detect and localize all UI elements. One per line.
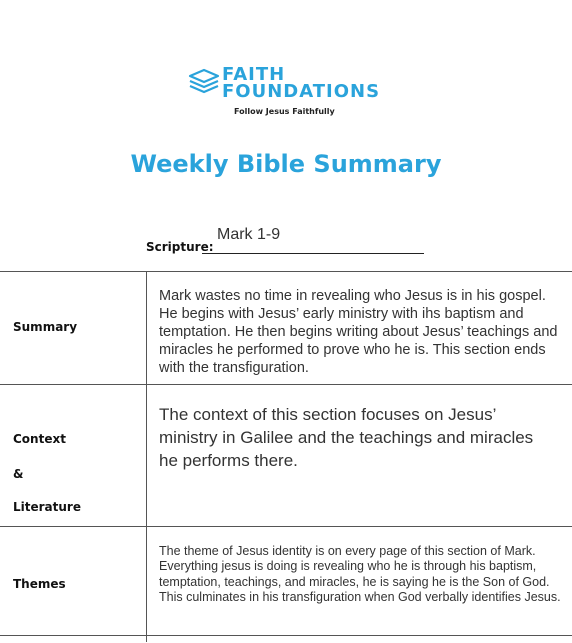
- brand-name-line-2: FOUNDATIONS: [222, 81, 381, 102]
- brand-tagline: Follow Jesus Faithfully: [234, 107, 335, 116]
- row-content-themes[interactable]: The theme of Jesus identity is on every page of this section of Mark. Everything jesus is doing is revealing who he is through his baptism, temptation, teachings, and miracles, he is saying he is the Son of God. This culminates in his transfiguration when God verbally identifies Jesus.: [159, 544, 561, 604]
- row-label-literature: Literature: [13, 500, 81, 514]
- scripture-underline: [202, 253, 424, 254]
- brand-name-line-1: FAITH: [222, 64, 286, 85]
- page-title: Weekly Bible Summary: [130, 150, 442, 178]
- row-label-themes: Themes: [13, 577, 66, 591]
- stacked-books-logo-icon: [186, 68, 222, 98]
- scripture-label: Scripture:: [146, 240, 214, 254]
- brand-logo: [186, 66, 396, 120]
- row-label-context: Context: [13, 432, 66, 446]
- table-row-summary: [0, 271, 572, 376]
- table-row-themes: [0, 526, 572, 643]
- row-label-summary: Summary: [13, 320, 78, 334]
- table-row-context: [0, 384, 572, 527]
- row-label-ampersand: &: [13, 467, 24, 481]
- row-content-summary[interactable]: Mark wastes no time in revealing who Jesus is in his gospel. He begins with Jesus’ early ministry with ihs baptism and temptation. He then begins writing about Jesus’ teachings and miracles he performed to prove who he is. This section ends with the transfiguration.: [159, 288, 558, 376]
- scripture-field[interactable]: Mark 1-9: [217, 226, 281, 243]
- row-content-context[interactable]: The context of this section focuses on Jesus’ ministry in Galilee and the teachings and miracles he performs there.: [159, 405, 534, 470]
